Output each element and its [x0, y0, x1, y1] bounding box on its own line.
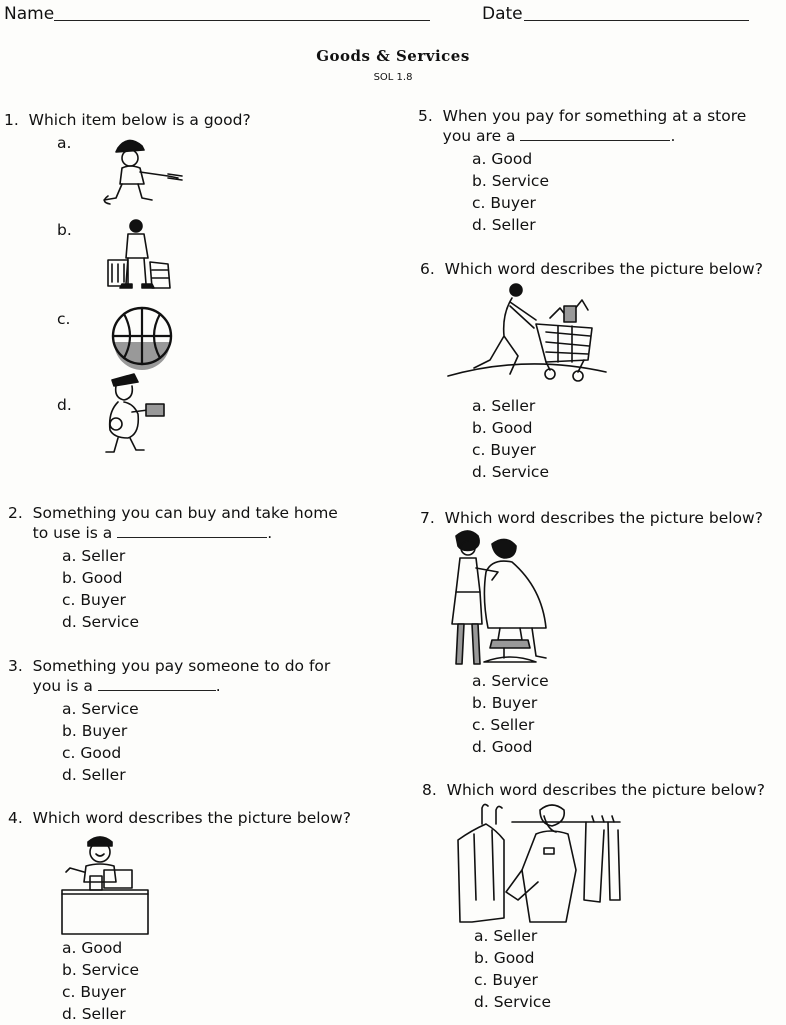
q2-options: [62, 545, 139, 633]
q3-option-b[interactable]: b. Buyer: [62, 722, 128, 740]
q5-option-a[interactable]: a. Good: [472, 150, 533, 168]
shopper-cart-icon: [446, 280, 608, 386]
q4-option-b[interactable]: b. Service: [62, 961, 139, 979]
hairdresser-icon: [442, 528, 554, 670]
q1-option-d[interactable]: d.: [57, 396, 72, 414]
q5-blank[interactable]: [520, 126, 670, 141]
q2-option-c[interactable]: c. Buyer: [62, 591, 126, 609]
q2-blank[interactable]: [117, 523, 267, 538]
question-7: 7. Which word describes the picture below?: [420, 509, 763, 527]
question-8: 8. Which word describes the picture below?: [422, 781, 765, 799]
question-1: 1. Which item below is a good?: [4, 111, 251, 129]
mail-carrier-icon[interactable]: [104, 372, 170, 456]
q4-options: [62, 937, 139, 1025]
q8-option-a[interactable]: a. Seller: [474, 927, 538, 945]
question-3: 3. Something you pay someone to do for you is a .: [8, 657, 331, 695]
q2-option-a[interactable]: a. Seller: [62, 547, 126, 565]
question-4: 4. Which word describes the picture below?: [8, 809, 351, 827]
q6-option-c[interactable]: c. Buyer: [472, 441, 536, 459]
date-field[interactable]: [524, 20, 749, 21]
q6-option-a[interactable]: a. Seller: [472, 397, 536, 415]
q3-options: [62, 698, 139, 786]
q7-option-c[interactable]: c. Seller: [472, 716, 535, 734]
q7-option-d[interactable]: d. Good: [472, 738, 533, 756]
q1-option-b[interactable]: b.: [57, 221, 72, 239]
firefighter-icon[interactable]: [98, 136, 188, 206]
q5-options: [472, 148, 549, 236]
q4-option-c[interactable]: c. Buyer: [62, 983, 126, 1001]
clothing-seller-icon: [452, 800, 624, 926]
q5-option-d[interactable]: d. Seller: [472, 216, 536, 234]
q8-option-b[interactable]: b. Good: [474, 949, 535, 967]
question-2: 2. Something you can buy and take home to use is a .: [8, 504, 338, 542]
worksheet-subtitle: SOL 1.8: [373, 72, 413, 83]
question-5: 5. When you pay for something at a store you are a .: [418, 107, 747, 145]
q5-option-c[interactable]: c. Buyer: [472, 194, 536, 212]
q3-blank[interactable]: [98, 676, 216, 691]
question-6: 6. Which word describes the picture below?: [420, 260, 763, 278]
q7-option-a[interactable]: a. Service: [472, 672, 549, 690]
cashier-icon: [60, 832, 152, 938]
q7-options: [472, 670, 549, 758]
q6-option-b[interactable]: b. Good: [472, 419, 533, 437]
q8-option-d[interactable]: d. Service: [474, 993, 551, 1011]
q3-option-c[interactable]: c. Good: [62, 744, 122, 762]
name-label: Name: [4, 4, 55, 24]
q6-options: [472, 395, 549, 483]
trash-collector-icon[interactable]: [104, 218, 176, 296]
q1-option-a[interactable]: a.: [57, 134, 72, 152]
q2-option-d[interactable]: d. Service: [62, 613, 139, 631]
q8-option-c[interactable]: c. Buyer: [474, 971, 538, 989]
q4-option-a[interactable]: a. Good: [62, 939, 123, 957]
q3-option-a[interactable]: a. Service: [62, 700, 139, 718]
q1-option-c[interactable]: c.: [57, 310, 71, 328]
q6-option-d[interactable]: d. Service: [472, 463, 549, 481]
worksheet-title: Goods & Services: [316, 47, 470, 65]
name-field[interactable]: [54, 20, 430, 21]
date-label: Date: [482, 4, 523, 24]
q3-option-d[interactable]: d. Seller: [62, 766, 126, 784]
q5-option-b[interactable]: b. Service: [472, 172, 549, 190]
q4-option-d[interactable]: d. Seller: [62, 1005, 126, 1023]
q8-options: [474, 925, 551, 1013]
q7-option-b[interactable]: b. Buyer: [472, 694, 538, 712]
basketball-icon[interactable]: [110, 306, 174, 366]
q2-option-b[interactable]: b. Good: [62, 569, 123, 587]
